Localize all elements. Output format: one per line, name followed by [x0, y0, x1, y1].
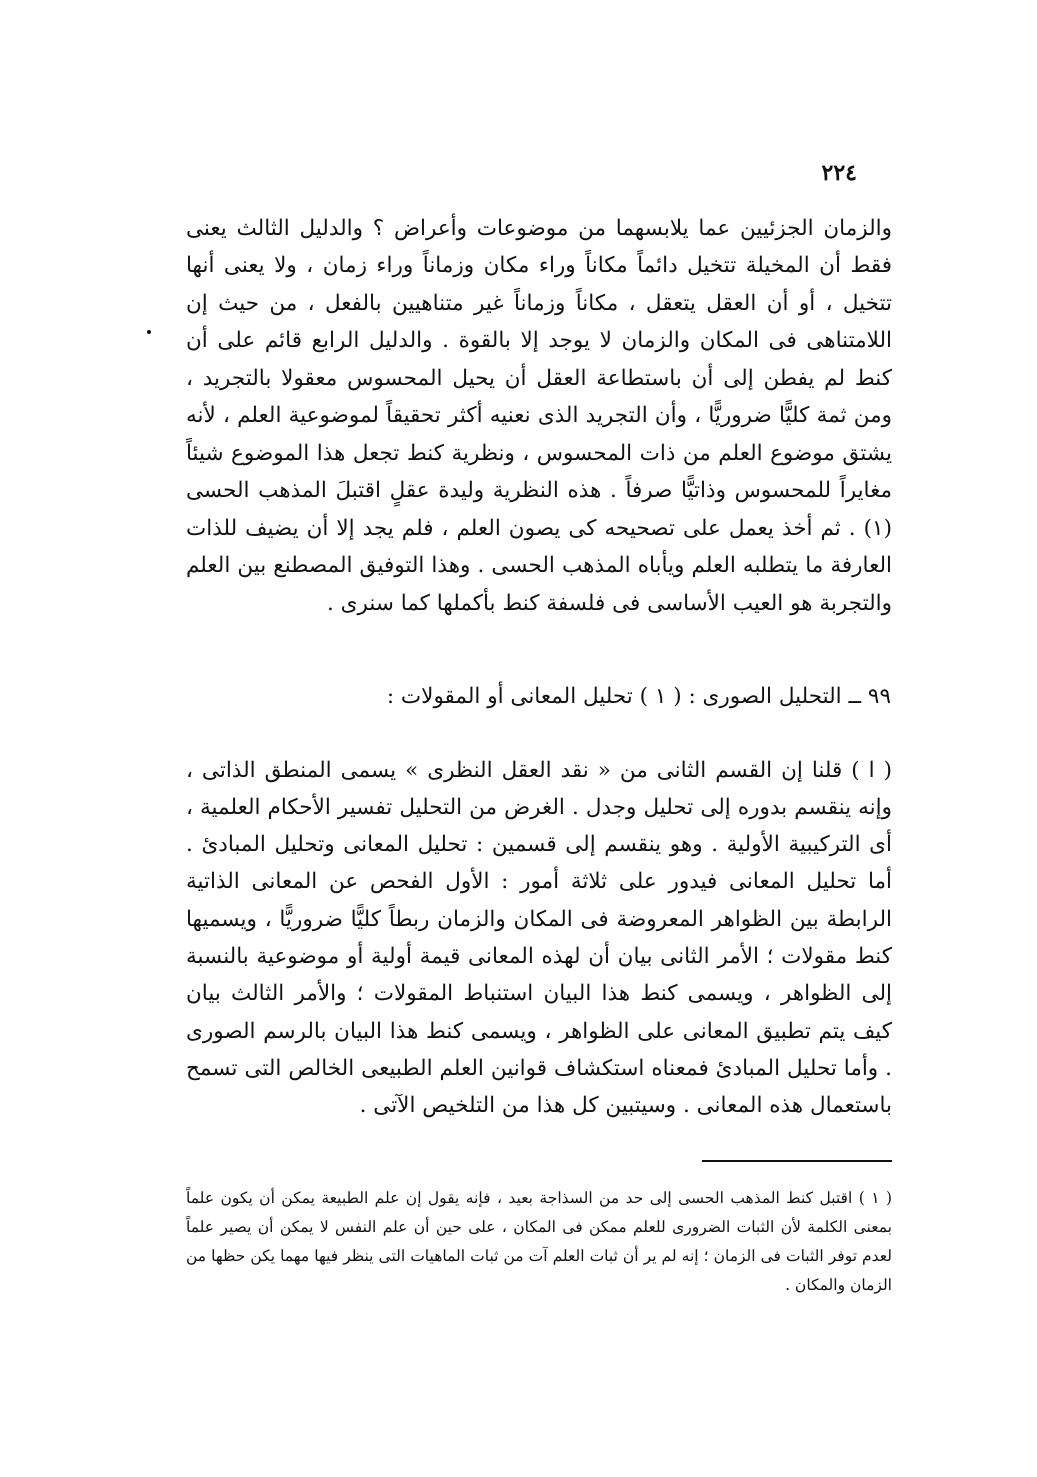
paragraph-categories: ( ا ) قلنا إن القسم الثانى من « نقد العقل النظرى » يسمى المنطق الذاتى ، وإنه ينقسم بدوره إلى تحليل وجدل . الغرض من التحليل تفسير الأحكام العلمية ، أى التركيبية الأولية . وهو ينقسم إلى قسمين : تحليل المعانى وتحليل المبادئ . أما تحليل المعانى فيدور على ثلاثة أمور : الأول الفحص عن المعانى الذاتية الرابطة بين الظواهر المعروضة فى المكان والزمان ربطاً كليًّا ضروريًّا ، ويسميها كنط مقولات ؛ الأمر الثانى بيان أن لهذه المعانى قيمة أولية أو موضوعية بالنسبة إلى الظواهر ، ويسمى كنط هذا البيان استنباط المقولات ؛ والأمر الثالث بيان كيف يتم تطبيق المعانى على الظواهر ، ويسمى كنط هذا البيان بالرسم الصورى . وأما تحليل المبادئ فمعناه استكشاف قوانين العلم الطبيعى الخالص التى تسمح باستعمال هذه المعانى . وسيتبين كل هذا من التلخيص الآتى . [186, 757, 892, 1119]
footnote: ( ١ ) اقتبل كنط المذهب الحسى إلى حد من السذاجة بعيد ، فإنه يقول إن علم الطبيعة يمكن أن يكون علماً بمعنى الكلمة لأن الثبات الضرورى للعلم ممكن فى المكان ، على حين أن علم النفس لا يمكن أن يصير علماً لعدم توفر الثبات فى الزمان ؛ إنه لم ير أن ثبات العلم آت من ثبات الماهيات التى ينظر فيها مهما يكن حظها من الزمان والمكان . [186, 1188, 892, 1294]
footnote-divider [702, 1160, 892, 1162]
section-heading: ٩٩ ــ التحليل الصورى : ( ١ ) تحليل المعانى أو المقولات : [386, 684, 891, 709]
page-number: ٢٢٤ [821, 160, 857, 186]
margin-mark [147, 330, 151, 334]
paragraph-continuation: والزمان الجزئيين عما يلابسهما من موضوعات وأعراض ؟ والدليل الثالث يعنى فقط أن المخيلة تتخيل دائماً مكاناً وراء مكان وزماناً وراء زمان ، ولا يعنى أنها تتخيل ، أو أن العقل يتعقل ، مكاناً وزماناً غير متناهيين بالفعل ، من حيث إن اللامتناهى فى المكان والزمان لا يوجد إلا بالقوة . والدليل الرابع قائم على أن كنط لم يفطن إلى أن باستطاعة العقل أن يحيل المحسوس معقولا بالتجريد ، ومن ثمة كليًّا ضروريًّا ، وأن التجريد الذى نعنيه أكثر تحقيقاً لموضوعية العلم ، لأنه يشتق موضوع العلم من ذات المحسوس ، ونظرية كنط تجعل هذا الموضوع شيئاً مغايراً للمحسوس وذاتيًّا صرفاً . هذه النظرية وليدة عقلٍ اقتبلَ المذهب الحسى (١) . ثم أخذ يعمل على تصحيحه كى يصون العلم ، فلم يجد إلا أن يضيف للذات العارفة ما يتطلبه العلم ويأباه المذهب الحسى . وهذا التوفيق المصطنع بين العلم والتجربة هو العيب الأساسى فى فلسفة كنط بأكملها كما سنرى . [186, 215, 892, 616]
